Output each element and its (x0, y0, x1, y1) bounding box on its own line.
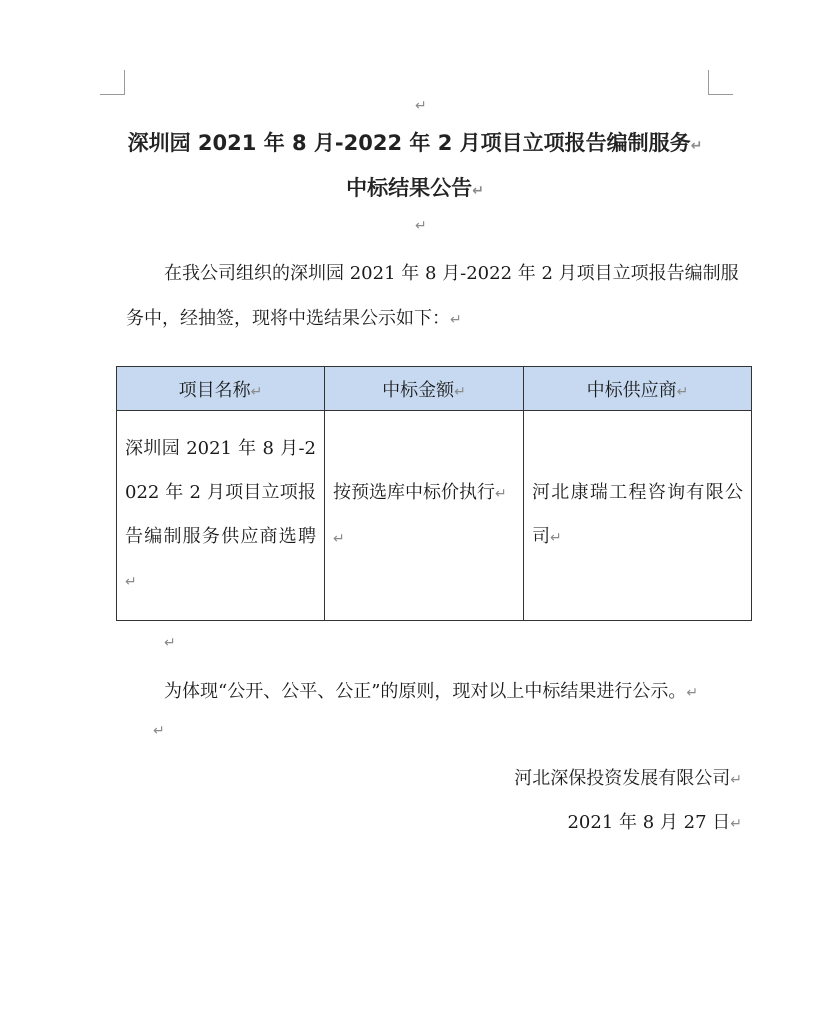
table-row (117, 411, 752, 621)
paragraph-mark-icon: ↵ (495, 485, 507, 502)
paragraph-mark-icon: ↵ (153, 723, 165, 739)
cell-project-name: 深圳园 2021 年 8 月-2022 年 2 月项目立项报告编制服务供应商选聘↵ (117, 411, 325, 621)
header-amount: 中标金额↵ (325, 367, 524, 411)
paragraph-mark-icon: ↵ (676, 383, 689, 400)
paragraph-mark-icon: ↵ (164, 635, 176, 651)
cell-supplier: 河北康瑞工程咨询有限公司↵ (524, 411, 752, 621)
title-text-2: 中标结果公告 (346, 176, 473, 200)
paragraph-mark-icon: ↵ (730, 772, 742, 788)
paragraph-mark-icon: ↵ (125, 574, 137, 590)
signature-date (567, 808, 742, 834)
table-header-row (117, 367, 752, 411)
paragraph-mark-icon: ↵ (250, 383, 263, 400)
signature-company-text: 河北深保投资发展有限公司 (514, 768, 731, 789)
paragraph-mark-icon: ↵ (333, 530, 345, 547)
closing-statement (164, 677, 698, 703)
intro-text-2: 务中，经抽签，现将中选结果公示如下： (126, 308, 450, 329)
title-text-1: 深圳园 2021 年 8 月-2022 年 2 月项目立项报告编制服务 (127, 131, 691, 155)
paragraph-mark-icon: ↵ (550, 530, 562, 546)
paragraph-mark-icon: ↵ (686, 685, 699, 701)
page-corner-marker-left (100, 70, 125, 95)
title-line-2 (0, 172, 830, 202)
paragraph-mark-icon: ↵ (472, 183, 484, 199)
intro-line-2 (126, 304, 462, 330)
header-project-name: 项目名称↵ (117, 367, 325, 411)
page-corner-marker-right (708, 70, 733, 95)
paragraph-mark-icon: ↵ (454, 383, 466, 400)
paragraph-mark-icon: ↵ (690, 138, 703, 154)
cell-amount: 按预选库中标价执行↵ ↵ (325, 411, 524, 621)
result-table (116, 366, 752, 621)
title-line-1 (0, 127, 830, 157)
paragraph-mark-icon: ↵ (415, 98, 427, 114)
signature-company (514, 764, 742, 790)
paragraph-mark-icon: ↵ (415, 218, 427, 234)
header-supplier: 中标供应商↵ (524, 367, 752, 411)
closing-text: 为体现“公开、公平、公正”的原则，现对以上中标结果进行公示。 (164, 681, 687, 702)
paragraph-mark-icon: ↵ (730, 816, 742, 832)
paragraph-mark-icon: ↵ (450, 312, 462, 328)
signature-date-text: 2021 年 8 月 27 日 (567, 812, 731, 833)
intro-line-1: 在我公司组织的深圳园 2021 年 8 月-2022 年 2 月项目立项报告编制服 (164, 263, 739, 284)
